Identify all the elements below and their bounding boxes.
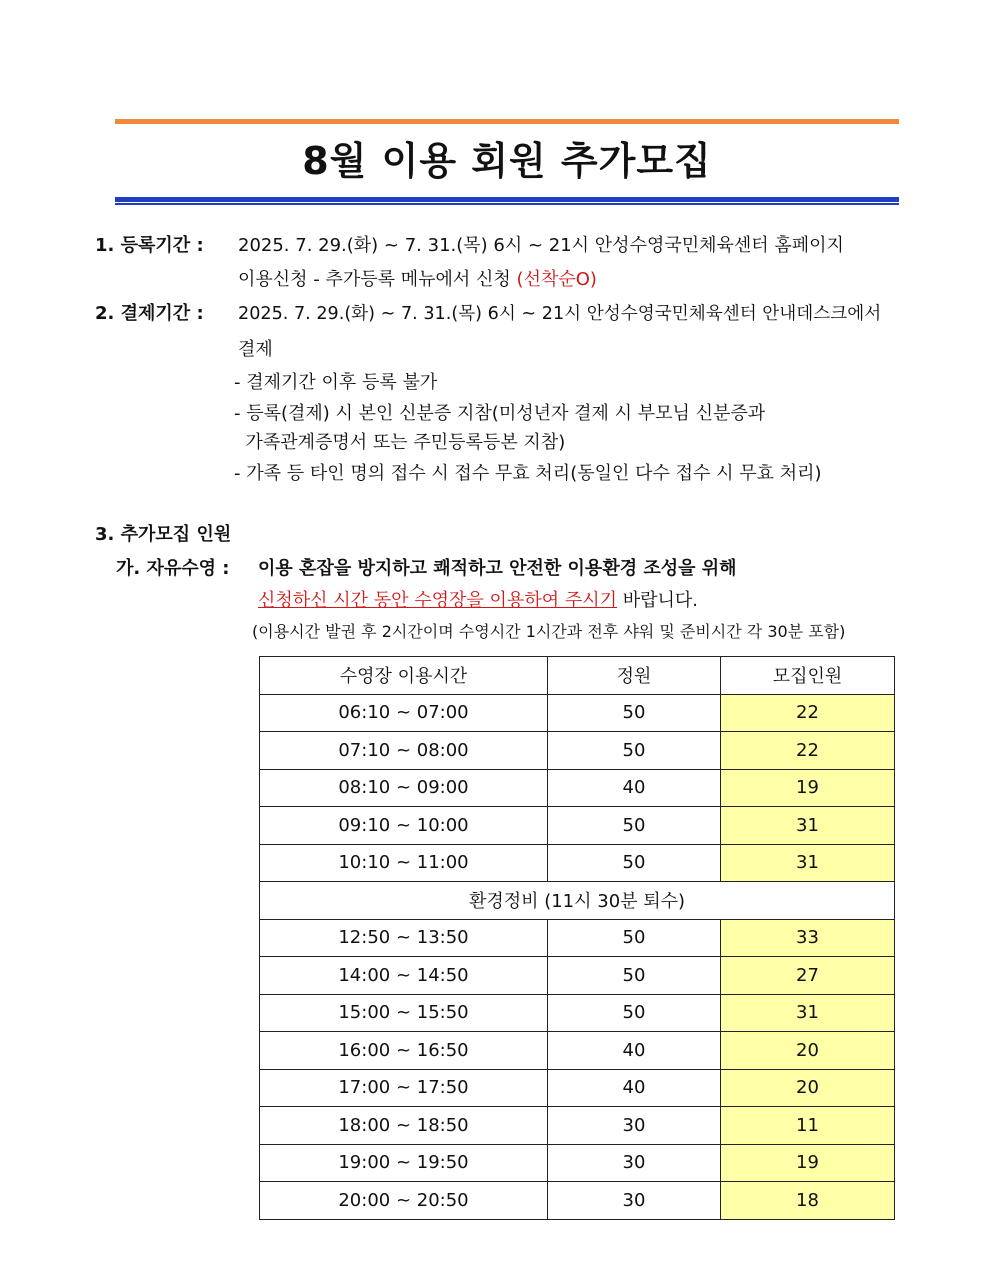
header-time: 수영장 이용시간: [260, 657, 548, 695]
recruit-cell: 20: [721, 1069, 895, 1107]
recruit-cell: 27: [721, 957, 895, 995]
capacity-cell: 30: [548, 1182, 721, 1220]
table-row: [260, 807, 895, 845]
capacity-cell: 50: [548, 807, 721, 845]
recruit-cell: 18: [721, 1182, 895, 1220]
blue-rule-thin: [115, 203, 899, 205]
section3-sub-line2: [258, 588, 698, 614]
time-cell: 10:10 ~ 11:00: [260, 844, 548, 882]
recruit-cell: 22: [721, 732, 895, 770]
capacity-cell: 50: [548, 732, 721, 770]
capacity-cell: 40: [548, 1069, 721, 1107]
recruit-cell: 19: [721, 1144, 895, 1182]
section2-line1: 2025. 7. 29.(화) ~ 7. 31.(목) 6시 ~ 21시 안성수영국민체육센터 안내데스크에서: [238, 304, 882, 324]
table-row: [260, 1144, 895, 1182]
time-cell: 20:00 ~ 20:50: [260, 1182, 548, 1220]
page-title: 8월 이용 회원 추가모집: [302, 139, 712, 183]
table-row: [260, 1032, 895, 1070]
recruit-cell: 11: [721, 1107, 895, 1145]
capacity-cell: 40: [548, 769, 721, 807]
first-come-notice: (선착순O): [516, 269, 597, 290]
time-cell: 08:10 ~ 09:00: [260, 769, 548, 807]
section1-line2-text: 이용신청 - 추가등록 메뉴에서 신청: [238, 269, 517, 290]
section1-label: 1. 등록기간 :: [95, 235, 204, 256]
time-cell: 09:10 ~ 10:00: [260, 807, 548, 845]
capacity-cell: 30: [548, 1144, 721, 1182]
time-cell: 15:00 ~ 15:50: [260, 994, 548, 1032]
section3-sub-line2-tail: 바랍니다.: [616, 590, 698, 611]
time-cell: 12:50 ~ 13:50: [260, 919, 548, 957]
time-cell: 18:00 ~ 18:50: [260, 1107, 548, 1145]
section2-label: 2. 결제기간 :: [95, 303, 204, 324]
section3-sub-label: 가. 자유수영 :: [116, 558, 230, 579]
section1-line2: [238, 267, 597, 293]
section2-line2: 결제: [238, 339, 273, 360]
header-recruit: 모집인원: [721, 657, 895, 695]
table-row: [260, 1182, 895, 1220]
capacity-cell: 40: [548, 1032, 721, 1070]
table-row: [260, 769, 895, 807]
section2-bullet: - 결제기간 이후 등록 불가: [234, 372, 438, 393]
orange-top-rule: [115, 119, 899, 124]
table-row: [260, 994, 895, 1032]
capacity-cell: 50: [548, 694, 721, 732]
capacity-cell: 30: [548, 1107, 721, 1145]
recruit-cell: 31: [721, 807, 895, 845]
recruit-cell: 31: [721, 844, 895, 882]
capacity-cell: 50: [548, 919, 721, 957]
section3-sub-line1: 이용 혼잡을 방지하고 쾌적하고 안전한 이용환경 조성을 위해: [258, 558, 737, 579]
table-row: [260, 919, 895, 957]
recruit-cell: 22: [721, 694, 895, 732]
capacity-cell: 50: [548, 957, 721, 995]
blue-rule-thick: [115, 197, 899, 202]
table-row: [260, 694, 895, 732]
time-cell: 19:00 ~ 19:50: [260, 1144, 548, 1182]
section3-label: 3. 추가모집 인원: [95, 524, 232, 545]
table-row: [260, 844, 895, 882]
maintenance-cell: 환경정비 (11시 30분 퇴수): [260, 882, 895, 920]
usage-note: (이용시간 발권 후 2시간이며 수영시간 1시간과 전후 샤워 및 준비시간 각 30분 포함): [252, 622, 846, 641]
recruit-cell: 19: [721, 769, 895, 807]
time-cell: 16:00 ~ 16:50: [260, 1032, 548, 1070]
header-capacity: 정원: [548, 657, 721, 695]
recruit-cell: 33: [721, 919, 895, 957]
recruit-cell: 20: [721, 1032, 895, 1070]
table-row: [260, 1107, 895, 1145]
table-row: [260, 957, 895, 995]
section2-bullet: - 등록(결제) 시 본인 신분증 지참(미성년자 결제 시 부모님 신분증과: [234, 403, 766, 424]
section2-bullet: 가족관계증명서 또는 주민등록등본 지참): [234, 432, 566, 453]
time-cell: 07:10 ~ 08:00: [260, 732, 548, 770]
schedule-table: [259, 656, 895, 1220]
table-row: [260, 732, 895, 770]
section2-bullet: - 가족 등 타인 명의 접수 시 접수 무효 처리(동일인 다수 접수 시 무효 처리): [234, 463, 822, 484]
section1-line1: 2025. 7. 29.(화) ~ 7. 31.(목) 6시 ~ 21시 안성수영국민체육센터 홈페이지: [238, 235, 844, 256]
time-cell: 17:00 ~ 17:50: [260, 1069, 548, 1107]
table-header-row: [260, 657, 895, 695]
capacity-cell: 50: [548, 994, 721, 1032]
table-row: [260, 1069, 895, 1107]
maintenance-row: [260, 882, 895, 920]
time-cell: 06:10 ~ 07:00: [260, 694, 548, 732]
red-underlined-notice: 신청하신 시간 동안 수영장을 이용하여 주시기: [258, 590, 617, 611]
time-cell: 14:00 ~ 14:50: [260, 957, 548, 995]
recruit-cell: 31: [721, 994, 895, 1032]
capacity-cell: 50: [548, 844, 721, 882]
